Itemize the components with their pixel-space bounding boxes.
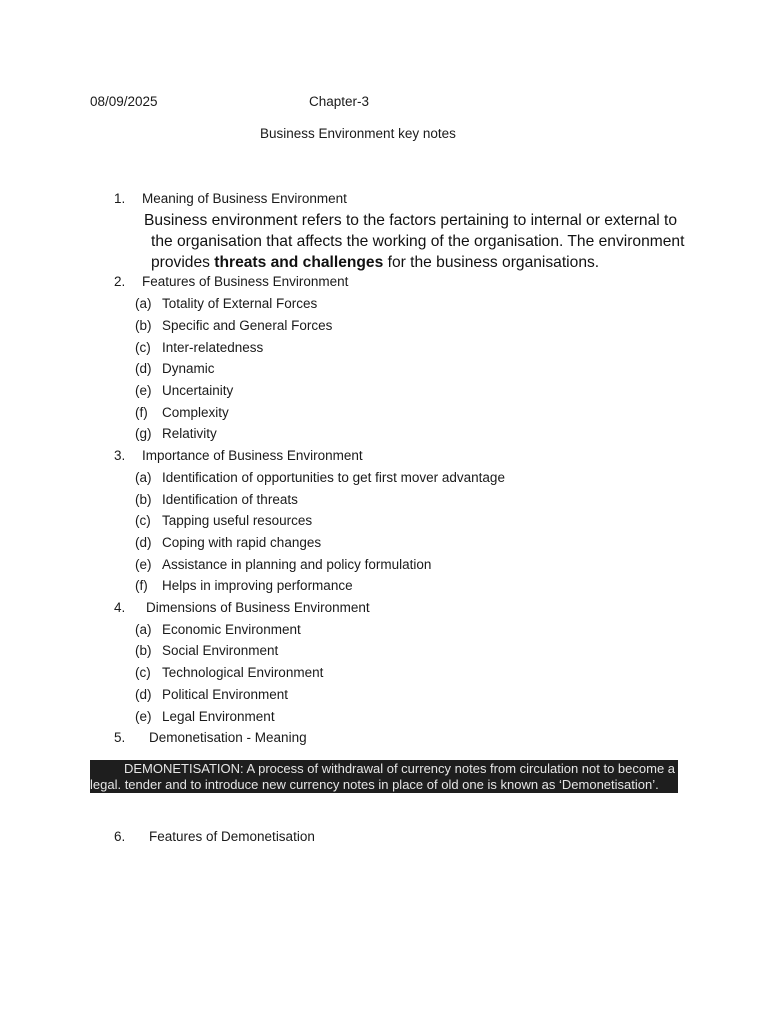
meaning-bold-phrase: threats and challenges	[214, 254, 384, 271]
list-item: Dynamic	[162, 361, 215, 376]
section-3-number: 3.	[114, 448, 126, 463]
section-1-heading: Meaning of Business Environment	[142, 191, 347, 206]
meaning-line-3-after: for the business organisations.	[383, 254, 600, 271]
list-item-letter: (d)	[135, 687, 152, 702]
section-2-number: 2.	[114, 274, 126, 289]
section-6-number: 6.	[114, 829, 126, 844]
section-3-heading: Importance of Business Environment	[142, 448, 363, 463]
chapter-label: Chapter-3	[309, 94, 370, 109]
list-item-letter: (a)	[135, 622, 152, 637]
list-item: Tapping useful resources	[162, 513, 313, 528]
list-item: Legal Environment	[162, 709, 275, 724]
list-item: Totality of External Forces	[162, 296, 318, 311]
list-item-letter: (f)	[135, 405, 148, 420]
list-item-letter: (d)	[135, 361, 152, 376]
list-item-letter: (g)	[135, 426, 152, 441]
list-item: Relativity	[162, 426, 217, 441]
list-item: Helps in improving performance	[162, 578, 353, 593]
list-item: Complexity	[162, 405, 229, 420]
list-item: Social Environment	[162, 643, 279, 658]
meaning-line-3	[144, 252, 684, 273]
list-item: Identification of threats	[162, 492, 298, 507]
meaning-line-2: the organisation that affects the working of the organisation. The environment	[151, 233, 685, 250]
list-item: Uncertainity	[162, 383, 234, 398]
list-item-letter: (b)	[135, 643, 152, 658]
list-item-letter: (a)	[135, 470, 152, 485]
business-environment-meaning	[144, 210, 684, 273]
list-item-letter: (c)	[135, 665, 151, 680]
section-4-number: 4.	[114, 600, 126, 615]
section-5-number: 5.	[114, 730, 126, 745]
definition-line-2: legal. tender and to introduce new currency notes in place of old one is known as ‘Demonetisation’.	[90, 777, 659, 792]
list-item-letter: (e)	[135, 557, 152, 572]
list-item: Inter-relatedness	[162, 340, 264, 355]
list-item-letter: (e)	[135, 383, 152, 398]
list-item-letter: (b)	[135, 318, 152, 333]
section-4-heading: Dimensions of Business Environment	[146, 600, 370, 615]
definition-line-1: DEMONETISATION: A process of withdrawal of currency notes from circulation not to become a	[124, 761, 676, 776]
demonetisation-definition-box	[90, 760, 678, 793]
list-item: Political Environment	[162, 687, 289, 702]
list-item: Coping with rapid changes	[162, 535, 322, 550]
list-item: Assistance in planning and policy formulation	[162, 557, 432, 572]
section-5-heading: Demonetisation - Meaning	[149, 730, 307, 745]
list-item-letter: (e)	[135, 709, 152, 724]
list-item: Specific and General Forces	[162, 318, 333, 333]
section-1-number: 1.	[114, 191, 126, 206]
list-item: Economic Environment	[162, 622, 301, 637]
section-2-heading: Features of Business Environment	[142, 274, 349, 289]
document-title: Business Environment key notes	[260, 126, 456, 141]
list-item: Technological Environment	[162, 665, 324, 680]
list-item-letter: (b)	[135, 492, 152, 507]
meaning-line-1: Business environment refers to the factors pertaining to internal or external to	[144, 212, 678, 229]
list-item-letter: (a)	[135, 296, 152, 311]
list-item: Identification of opportunities to get first mover advantage	[162, 470, 505, 485]
meaning-line-3-before: provides	[151, 254, 215, 271]
list-item-letter: (f)	[135, 578, 148, 593]
document-date: 08/09/2025	[90, 94, 158, 109]
list-item-letter: (c)	[135, 513, 151, 528]
list-item-letter: (d)	[135, 535, 152, 550]
list-item-letter: (c)	[135, 340, 151, 355]
section-6-heading: Features of Demonetisation	[149, 829, 315, 844]
